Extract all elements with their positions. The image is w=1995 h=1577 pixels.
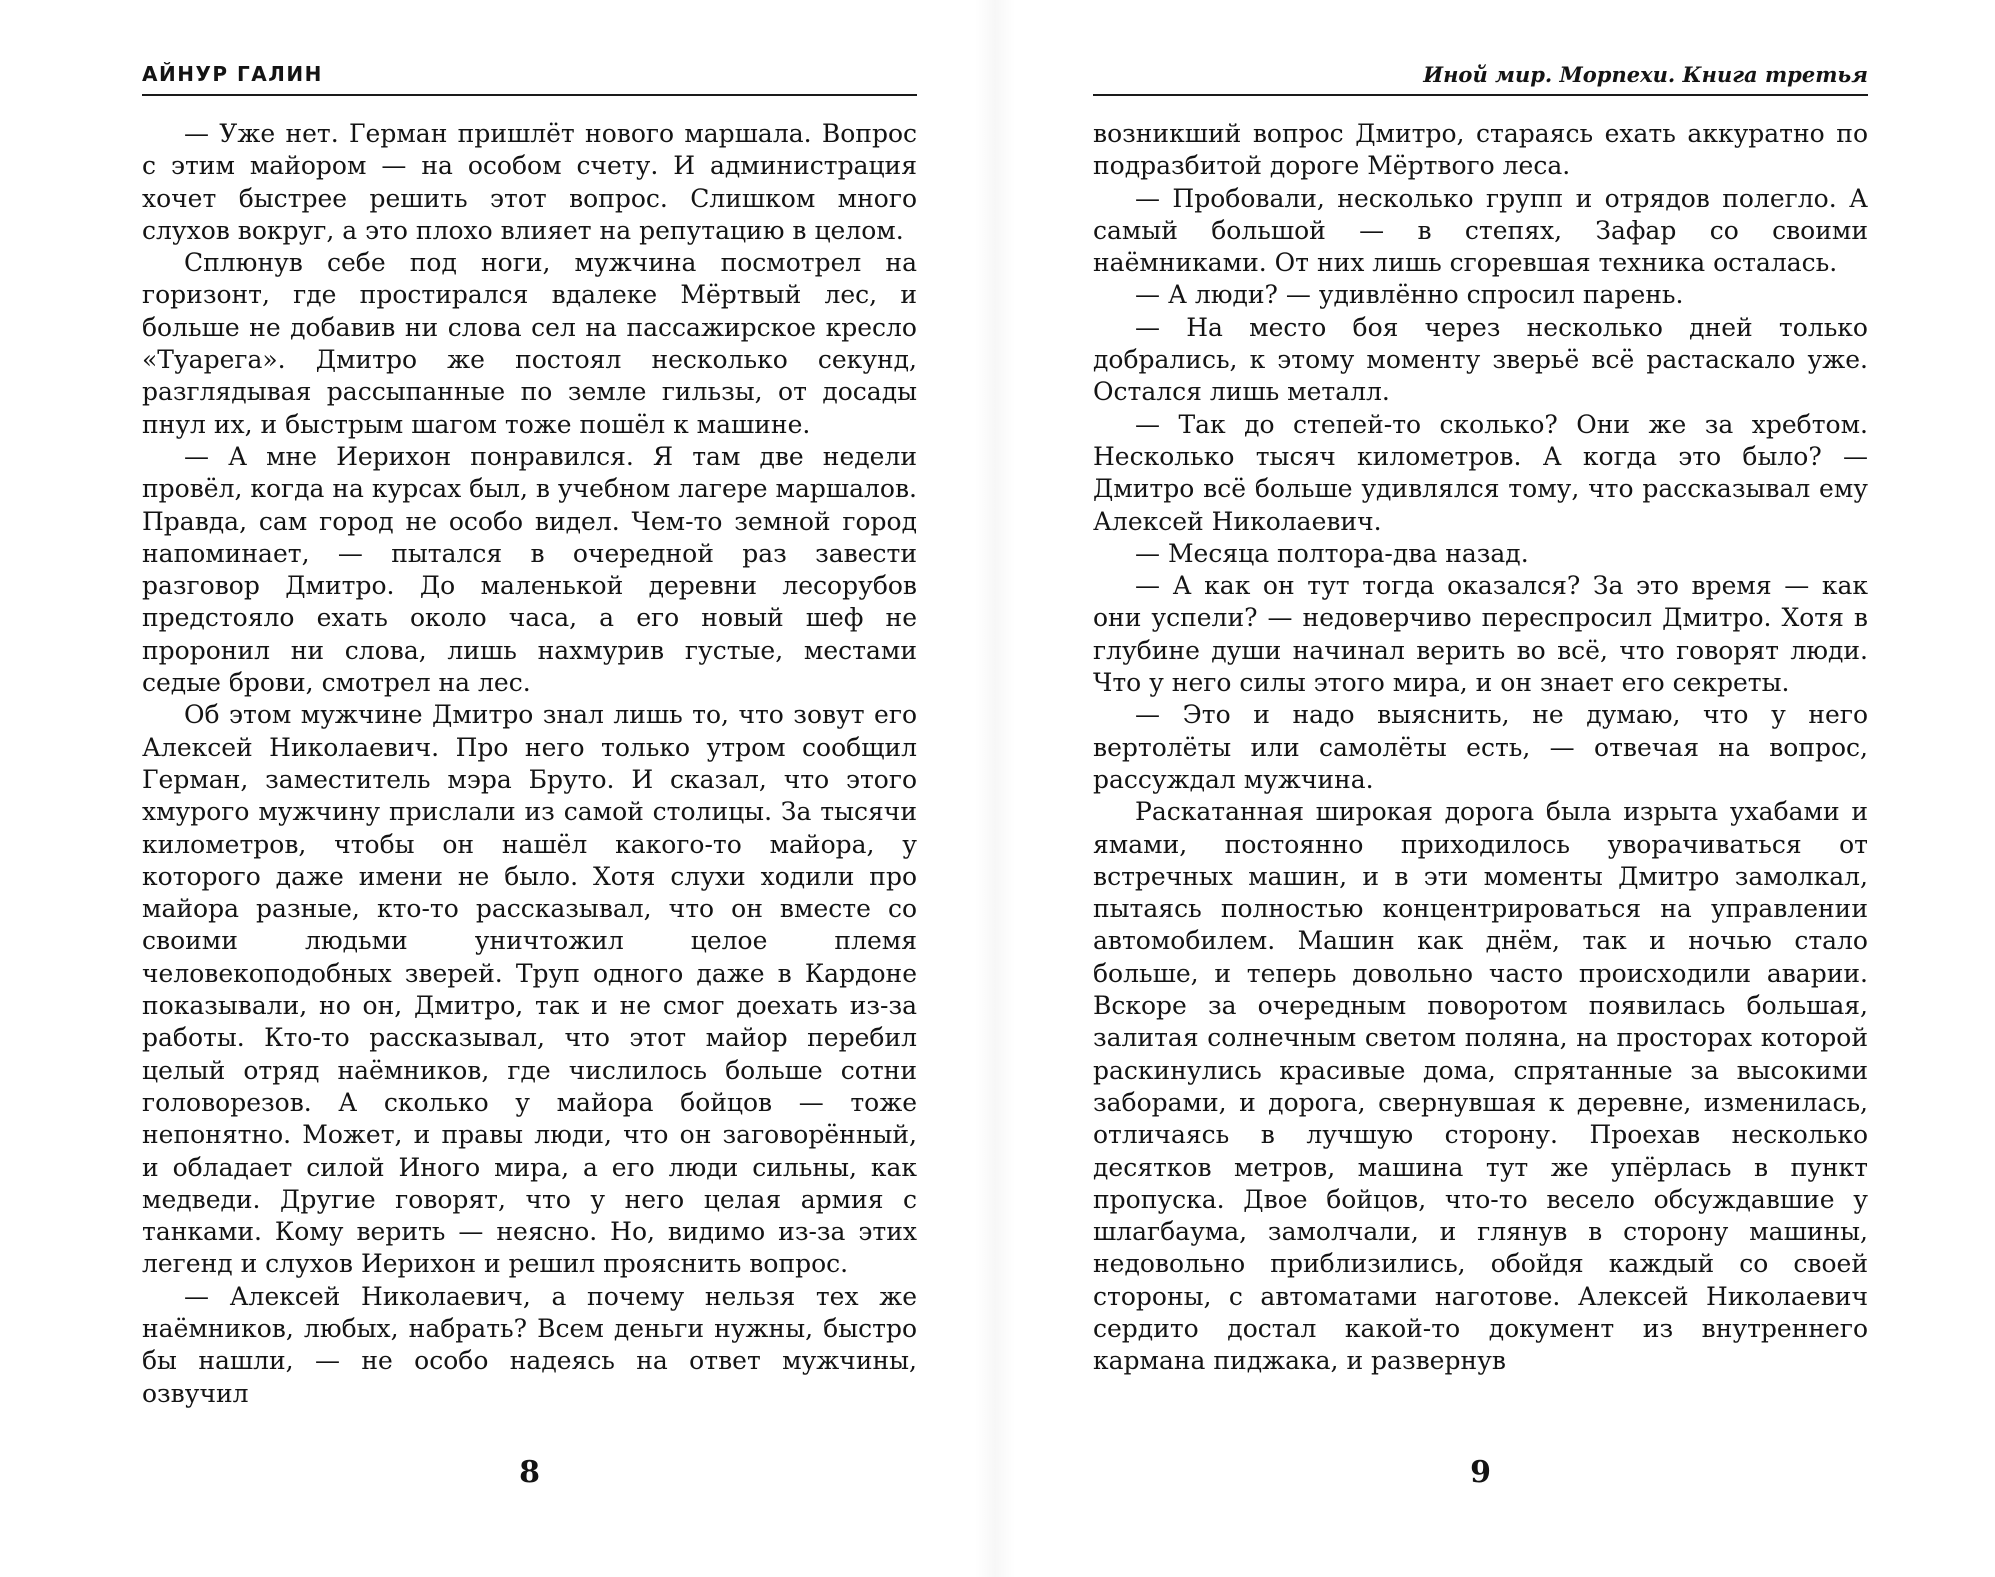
paragraph: — На место боя через несколько дней только добрались, к этому моменту зверьё всё растаскало уже. Остался лишь металл. (1093, 312, 1868, 407)
header-rule (1093, 94, 1868, 96)
header-rule (142, 94, 917, 96)
left-page (142, 0, 917, 1577)
book-gutter (975, 0, 1015, 1577)
paragraph: — Это и надо выяснить, не думаю, что у него вертолёты или самолёты есть, — отвечая на вопрос, рассуждал мужчина. (1093, 700, 1868, 794)
paragraph: — А люди? — удивлённо спросил парень. (1135, 280, 1684, 310)
paragraph: — Месяца полтора-два назад. (1135, 538, 1529, 568)
running-head-title: Иной мир. Морпехи. Книга третья (1423, 62, 1868, 87)
paragraph: — А мне Иерихон понравился. Я там две недели провёл, когда на курсах был, в учебном лагере маршалов. Правда, сам город не особо видел. Чем-то земной город напоминает, — пытался в очередной раз завести разговор Дмитро. До маленькой деревни лесорубов предстояло ехать около часа, а его новый шеф не проронил ни слова, лишь нахмурив густые, местами седые брови, смотрел на лес. (142, 441, 917, 698)
right-page (1093, 0, 1868, 1577)
paragraph: — Пробовали, несколько групп и отрядов полегло. А самый большой — в степях, Зафар со своими наёмниками. От них лишь сгоревшая техника осталась. (1093, 183, 1868, 278)
page-number: 8 (519, 1455, 540, 1490)
paragraph: — Уже нет. Герман пришлёт нового маршала. Вопрос с этим майором — на особом счету. И администрация хочет быстрее решить этот вопрос. Слишком много слухов вокруг, а это плохо влияет на репутацию в целом. (142, 119, 917, 245)
paragraph: Раскатанная широкая дорога была изрыта ухабами и ямами, постоянно приходилось уворачиваться от встречных машин, и в эти моменты Дмитро замолкал, пытаясь полностью концентрироваться на управлении автомобилем. Машин как днём, так и ночью стало больше, и теперь довольно часто происходили аварии. Вскоре за очередным поворотом появилась большая, залитая солнечным светом поляна, на просторах которой раскинулись красивые дома, спрятанные за высокими заборами, и дорога, свернувшая к деревне, изменилась, отличаясь в лучшую сторону. Проехав несколько десятков метров, машина тут же упёрлась в пункт пропуска. Двое бойцов, что-то весело обсуждавшие у шлагбаума, замолчали, и глянув в сторону машины, недовольно приблизились, обойдя каждый со своей стороны, с автоматами наготове. Алексей Николаевич сердито достал какой-то документ из внутреннего кармана пиджака, и развернув (1093, 797, 1868, 1376)
paragraph: Об этом мужчине Дмитро знал лишь то, что зовут его Алексей Николаевич. Про него только утром сообщил Герман, заместитель мэра Бруто. И сказал, что этого хмурого мужчину прислали из самой столицы. За тысячи километров, чтобы он нашёл какого-то майора, у которого даже имени не было. Хотя слухи ходили про майора разные, кто-то рассказывал, что он вместе со своими людьми уничтожил целое племя человекоподобных зверей. Труп одного даже в Кардоне показывали, но он, Дмитро, так и не смог доехать из-за работы. Кто-то рассказывал, что этот майор перебил целый отряд наёмников, где числилось больше сотни головорезов. А сколько у майора бойцов — тоже непонятно. Может, и правы люди, что он заговорённый, и обладает силой Иного мира, а его люди сильны, как медведи. Другие говорят, что у него целая армия с танками. Кому верить — неясно. Но, видимо из-за этих легенд и слухов Иерихон и решил прояснить вопрос. (142, 700, 917, 1279)
paragraph: — Алексей Николаевич, а почему нельзя тех же наёмников, любых, набрать? Всем деньги нужны, быстро бы нашли, — не особо надеясь на ответ мужчины, озвучил (142, 1281, 917, 1408)
running-head-author: АЙНУР ГАЛИН (142, 62, 323, 86)
left-page-text (142, 118, 917, 1410)
page-number: 9 (1470, 1455, 1491, 1490)
paragraph: — А как он тут тогда оказался? За это время — как они успели? — недоверчиво переспросил Дмитро. Хотя в глубине души начинал верить во всё, что говорят люди. Что у него силы этого мира, и он знает его секреты. (1093, 571, 1868, 698)
paragraph: — Так до степей-то сколько? Они же за хребтом. Несколько тысяч километров. А когда это было? — Дмитро всё больше удивлялся тому, что рассказывал ему Алексей Николаевич. (1093, 409, 1868, 536)
paragraph-continuation: возникший вопрос Дмитро, стараясь ехать аккуратно по подразбитой дороге Мёртвого леса. (1093, 119, 1868, 181)
paragraph: Сплюнув себе под ноги, мужчина посмотрел на горизонт, где простирался вдалеке Мёртвый лес, и больше не добавив ни слова сел на пассажирское кресло «Туарега». Дмитро же постоял несколько секунд, разглядывая рассыпанные по земле гильзы, от досады пнул их, и быстрым шагом тоже пошёл к машине. (142, 248, 917, 439)
right-page-text (1093, 118, 1868, 1378)
